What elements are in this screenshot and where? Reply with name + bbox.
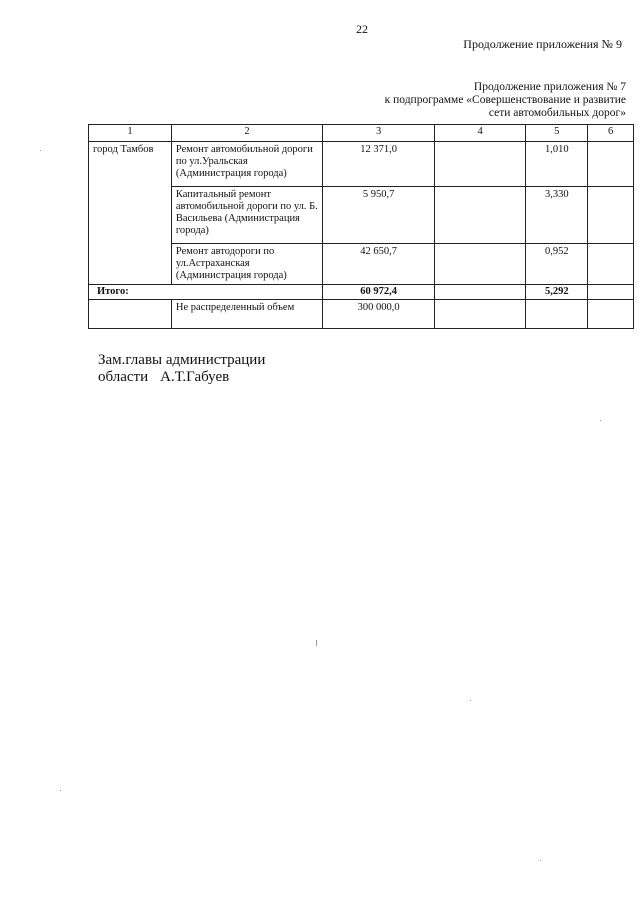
column-4-cell [435, 187, 526, 244]
description-cell: Ремонт автомобильной дороги по ул.Уральская (Администрация города) [171, 142, 322, 187]
length-cell: 0,952 [526, 244, 588, 285]
length-cell: 1,010 [526, 142, 588, 187]
road-repair-table [88, 124, 634, 329]
undistributed-row [89, 300, 634, 329]
empty-cell [435, 300, 526, 329]
amount-cell: 5 950,7 [323, 187, 435, 244]
column-header: 1 [89, 125, 172, 142]
column-header: 6 [588, 125, 634, 142]
appendix-header [385, 81, 626, 120]
continuation-appendix-9: Продолжение приложения № 9 [463, 37, 622, 51]
column-header: 2 [171, 125, 322, 142]
signature-region: области [98, 369, 149, 385]
table-header-row [89, 125, 634, 142]
total-length: 5,292 [526, 285, 588, 300]
signature-block [98, 352, 265, 386]
scan-speck [600, 420, 601, 421]
length-cell: 3,330 [526, 187, 588, 244]
total-column-6 [588, 285, 634, 300]
signature-title: Зам.главы администрации [98, 352, 266, 368]
total-column-4 [435, 285, 526, 300]
appendix-header-line-3: сети автомобильных дорог» [488, 107, 626, 119]
undistributed-description: Не распределенный объем [171, 300, 322, 329]
empty-cell [588, 300, 634, 329]
empty-cell [89, 300, 172, 329]
city-cell: город Тамбов [89, 142, 172, 285]
scan-speck [60, 790, 61, 791]
total-row [89, 285, 634, 300]
appendix-header-line-1: Продолжение приложения № 7 [473, 81, 626, 93]
description-cell: Ремонт автодороги по ул.Астраханская (Администрация города) [171, 244, 322, 285]
column-6-cell [588, 187, 634, 244]
signature-line-2 [98, 369, 265, 386]
column-header: 4 [435, 125, 526, 142]
page-number: 22 [356, 22, 368, 36]
signature-name: А.Т.Габуев [160, 369, 230, 385]
scan-speck [316, 640, 317, 646]
scan-speck [470, 700, 471, 701]
amount-cell: 12 371,0 [323, 142, 435, 187]
scan-speck [40, 150, 41, 151]
total-amount: 60 972,4 [323, 285, 435, 300]
column-4-cell [435, 142, 526, 187]
table-row [89, 142, 634, 187]
column-6-cell [588, 142, 634, 187]
appendix-header-line-2: к подпрограмме «Совершенствование и развитие [384, 94, 626, 106]
column-4-cell [435, 244, 526, 285]
column-header: 3 [323, 125, 435, 142]
column-6-cell [588, 244, 634, 285]
empty-cell [526, 300, 588, 329]
column-header: 5 [526, 125, 588, 142]
scan-speck [540, 860, 541, 861]
undistributed-amount: 300 000,0 [323, 300, 435, 329]
total-label: Итого: [89, 285, 323, 300]
description-cell: Капитальный ремонт автомобильной дороги по ул. Б. Васильева (Администрация города) [171, 187, 322, 244]
amount-cell: 42 650,7 [323, 244, 435, 285]
